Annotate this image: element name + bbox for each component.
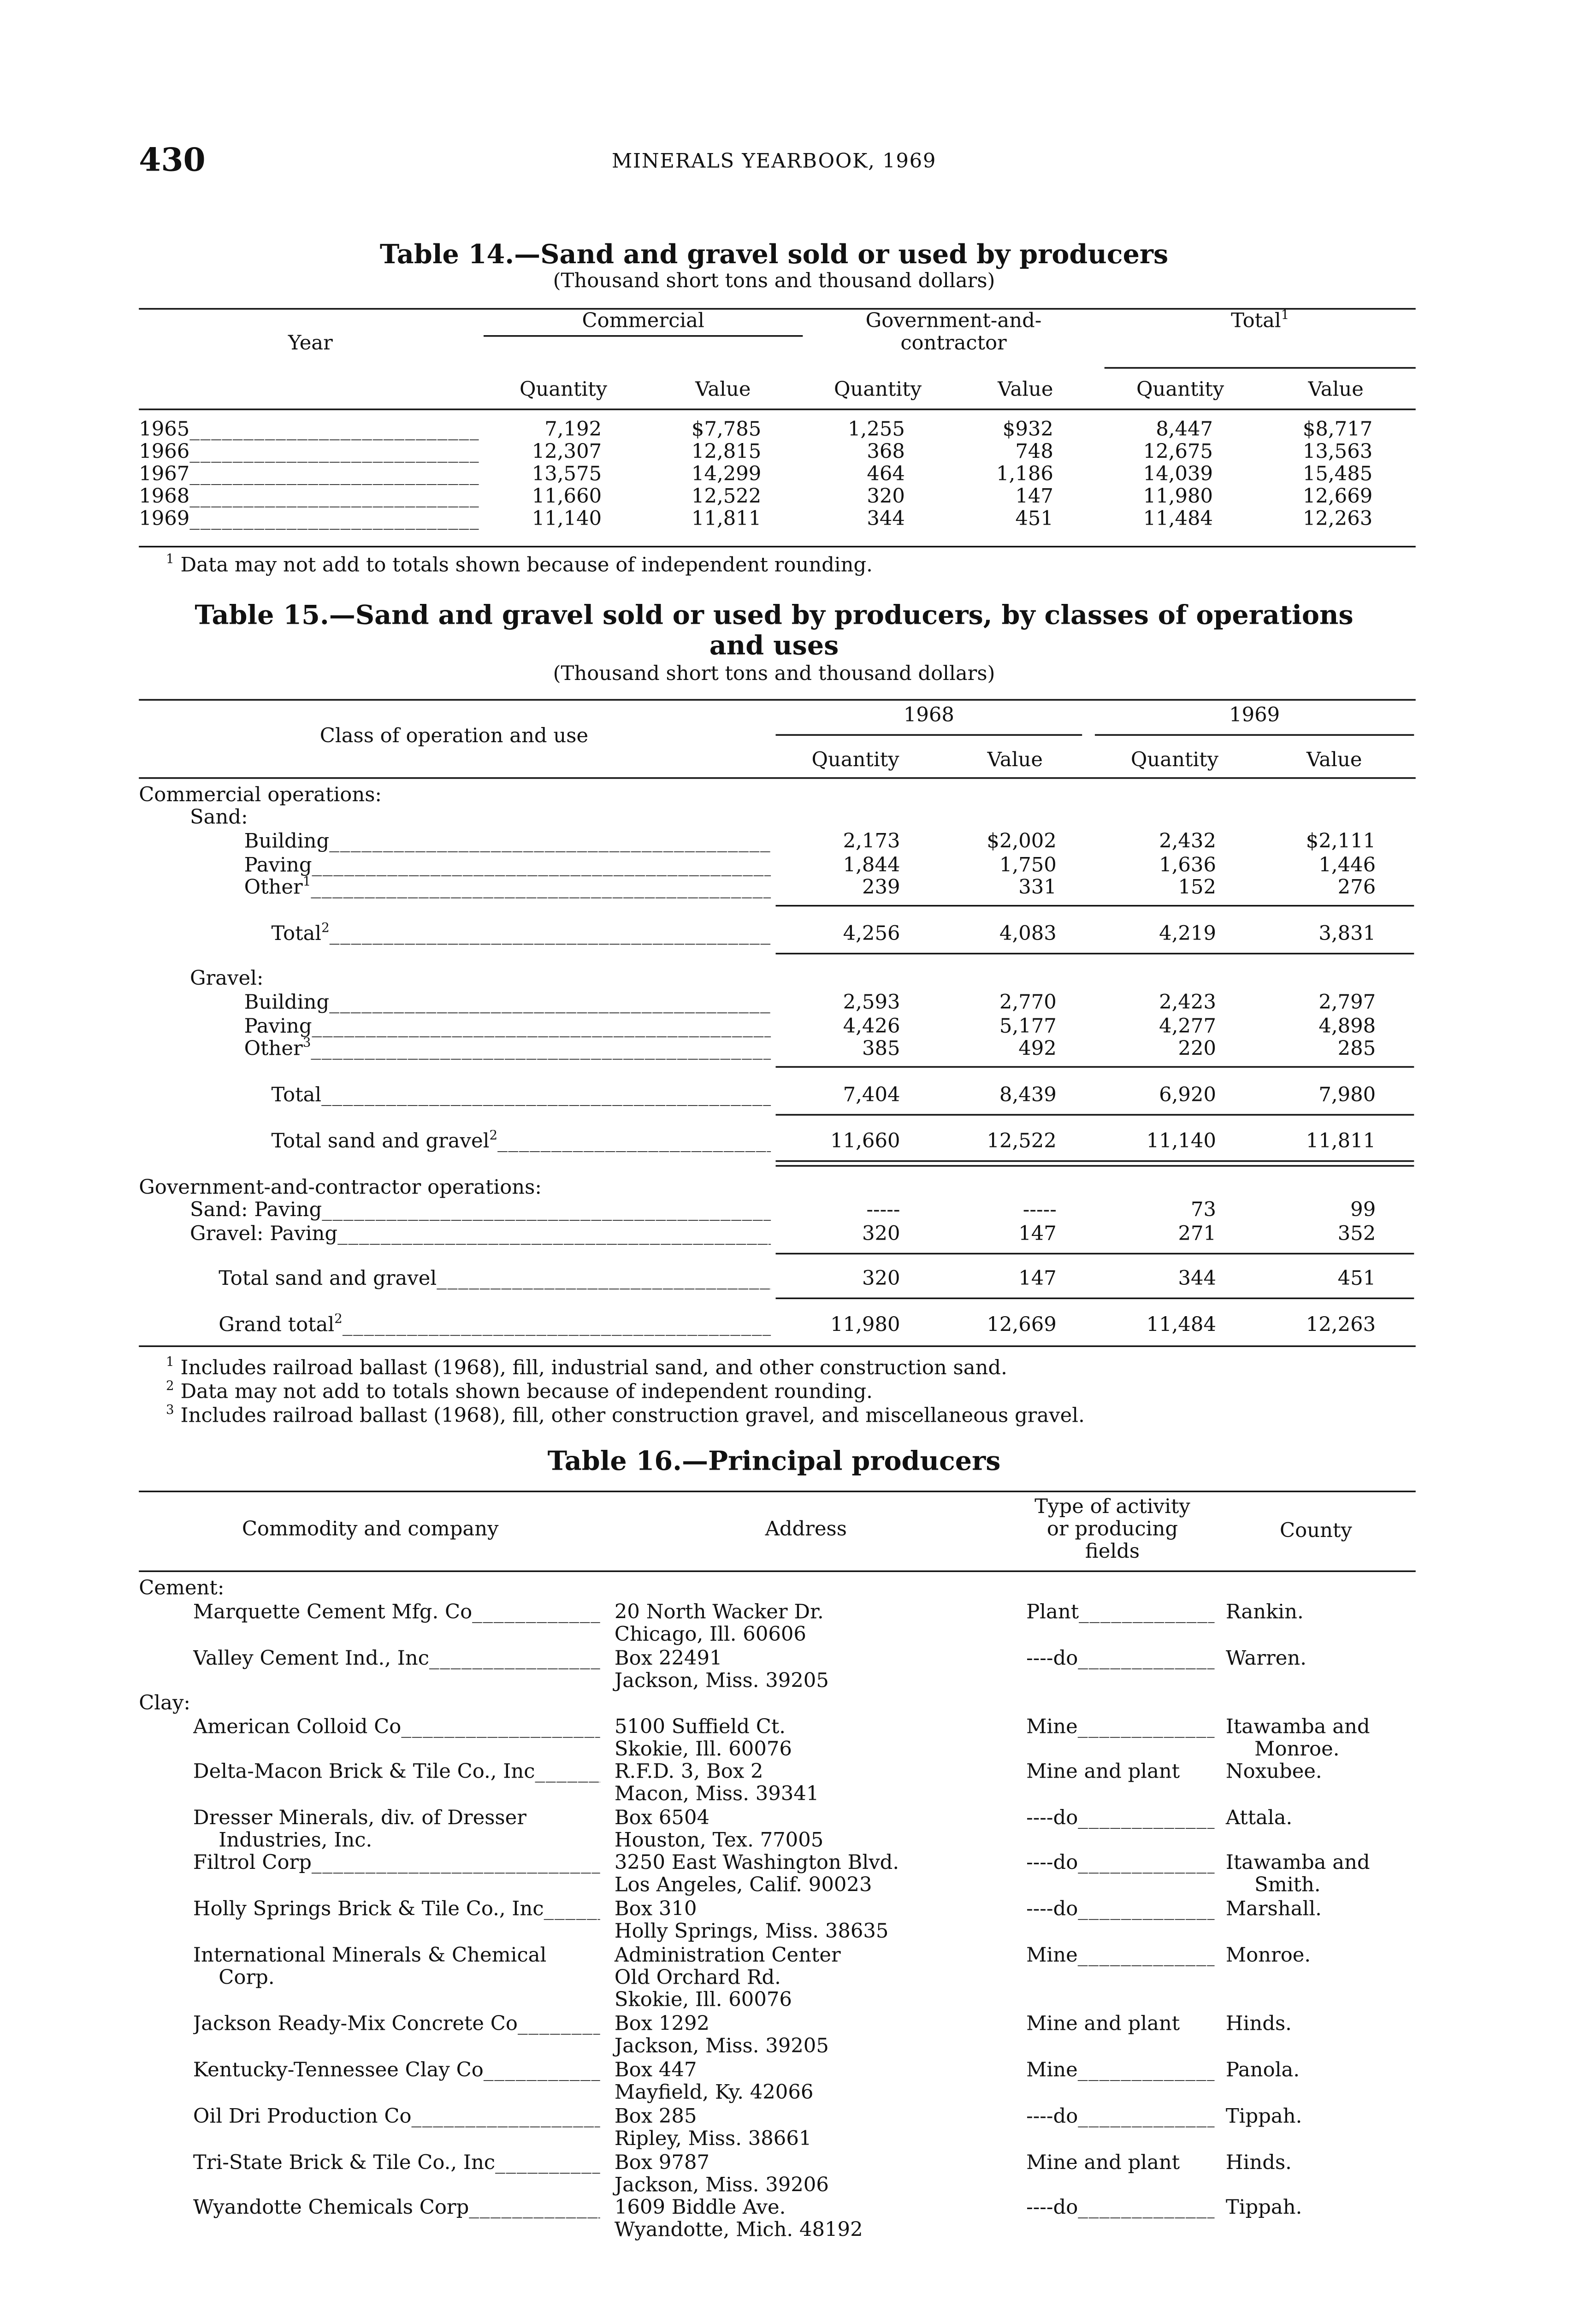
activity: ----do _____ xyxy=(1026,2196,1215,2218)
company-name: Kentucky-Tennessee Clay Co _____ xyxy=(193,2059,600,2081)
activity: Plant _____ xyxy=(1026,1601,1215,1623)
table-14-footnote: $^1$ Data may not add to totals shown because of independent rounding. xyxy=(166,552,873,576)
address-line: Box 447 xyxy=(614,2057,697,2081)
county: Smith. xyxy=(1254,1872,1321,1896)
col-county-header: County xyxy=(1280,1518,1352,1542)
table-15-footnote: $^2$ Data may not add to totals shown because of independent rounding. xyxy=(166,1378,873,1403)
address-line: Mayfield, Ky. 42066 xyxy=(614,2079,814,2104)
table-row-label: 1967 _____ xyxy=(139,463,479,485)
company-name: Filtrol Corp _____ xyxy=(193,1851,600,1874)
activity: Mine _____ xyxy=(1026,1944,1215,1966)
page: 430 MINERALS YEARBOOK, 1969 Table 14.—Sand and gravel sold or used by producers (Thousand short tons and thousand dollars) Year Commercial Government-and- contractor Total$^1$ Quantity Value Quantity Value Quantity Value 1965 _____ 7,192 $7,785 1,255 $932 8,447 $8,717 1966 _____ 12,307 12,815 368 748 12,675 13,563 1967 _____ 13,575 14,299 464 1,186 14,039 15,485 1968 _____ 11,660 12,522 320 147 11,980 12,669 1969 _____ 11,140 11,811 344 451 11,484 12,263 $^1$ Data may not add to totals shown because of independent rounding. Table 15.—Sand and gravel sold or used by producers, by classes of operations and uses (Thousand short tons and thousand dollars) Class of operation and use 1968 1969 Quantity Value Quantity Value Commercial operations: Sand: Building _____ 2,173 $2,002 2,432 $2,111 Paving _____ 1,844 1,750 1,636 1,446 Other$^1$ _____ 239 331 152 276 Total$^2$ _____ 4,256 4,083 4,219 3,831 Gravel: Building _____ 2,593 2,770 2,423 2,797 Paving _____ 4,426 5,177 4,277 4,898 Other$^3$ _____ 385 492 220 285 Total _____ 7,404 8,439 6,920 7,980 Total sand and gravel$^2$ _____ 11,660 12,522 11,140 11,811 Government-and-contractor operations: Sand: Paving _____ ----- ----- 73 99 Gravel: Paving _____ 320 147 271 352 Total sand and gravel _____ 320 147 344 451 Grand total$^2$ _____ 11,980 12,669 11,484 12,263 $^1$ Includes railroad ballast (1968), fill, industrial sand, and other construction sand. $^2$ Data may not add to totals shown because of independent rounding. $^3$ Includes railroad ballast (1968), fill, other construction gravel, and miscellaneous gravel. Table 16.—Principal producers Commodity and company Address Type of activity or producing fields County Cement: Marquette Cement Mfg. Co _____ 20 North Wacker Dr. Chicago, Ill. 60606 Plant _____ Rankin. Valley Cement Ind., Inc _____ Box 22491 Jackson, Miss. 39205 ----do _____ Warren. Clay: American Colloid Co _____ 5100 Suffield Ct. Skokie, Ill. 60076 Mine _____ Itawamba and Monroe. Delta-Macon Brick & Tile Co., Inc _____ R.F.D. 3, Box 2 Macon, Miss. 39341 Mine and plant Noxubee. Dresser Minerals, div. of Dresser Industries, Inc. Box 6504 Houston, Tex. 77005 ----do _____ Attala. Filtrol Corp _____ 3250 East Washington Blvd. Los Angeles, Calif. 90023 ----do _____ Itawamba and Smith. Holly Springs Brick & Tile Co., Inc _____ Box 310 Holly Springs, Miss. 38635 ----do _____ Marshall. International Minerals & Chemical Corp. Administration Center Old Orchard Rd. Skokie, Ill. 60076 Mine _____ Monroe. Jackson Ready-Mix Concrete Co _____ Box 1292 Jackson, Miss. 39205 Mine and plant Hinds. Kentucky-Tennessee Clay Co _____ Box 447 Mayfield, Ky. 42066 Mine _____ Panola. Oil Dri Production Co _____ Box 285 Ripley, Miss. 38661 ----do _____ Tippah. Tri-State Brick & Tile Co., Inc _____ Box 9787 Jackson, Miss. 39206 Mine and plant Hinds. Wyandotte Chemicals Corp _____ 1609 Biddle Ave. Wyandotte, Mich. 48192 ----do _____ Tippah. xyxy=(0,0,1596,2305)
address-line: Box 9787 xyxy=(614,2150,710,2174)
table-15-footnote: $^3$ Includes railroad ballast (1968), fill, other construction gravel, and miscellaneous gravel. xyxy=(166,1402,1085,1427)
address-line: Wyandotte, Mich. 48192 xyxy=(614,2216,863,2241)
activity: ----do _____ xyxy=(1026,2105,1215,2127)
county: Warren. xyxy=(1225,1645,1306,1670)
table-row-label: Paving _____ xyxy=(244,854,771,876)
company-name: Marquette Cement Mfg. Co _____ xyxy=(193,1601,600,1623)
county: Marshall. xyxy=(1225,1896,1322,1920)
address-line: 1609 Biddle Ave. xyxy=(614,2194,786,2219)
county: Hinds. xyxy=(1225,2011,1292,2035)
county: Hinds. xyxy=(1225,2150,1292,2174)
h-quantity: Quantity xyxy=(811,747,899,771)
year-1968-header: 1968 xyxy=(903,702,954,727)
h-quantity: Quantity xyxy=(834,377,922,401)
group-govt-header: Government-and- contractor xyxy=(865,308,1042,355)
company-name: Industries, Inc. xyxy=(219,1827,372,1851)
activity: Mine and plant xyxy=(1026,1759,1180,1783)
table-row-label: Sand: Paving _____ xyxy=(190,1199,771,1221)
table-row-label: Total sand and gravel$^2$ _____ xyxy=(272,1130,771,1152)
address-line: Skokie, Ill. 60076 xyxy=(614,1736,792,1761)
h-quantity: Quantity xyxy=(1130,747,1219,771)
address-line: Los Angeles, Calif. 90023 xyxy=(614,1872,872,1896)
company-name: Dresser Minerals, div. of Dresser xyxy=(193,1805,526,1829)
activity: ----do _____ xyxy=(1026,1897,1215,1920)
activity: ----do _____ xyxy=(1026,1851,1215,1874)
address-line: Chicago, Ill. 60606 xyxy=(614,1621,806,1646)
col-class-header: Class of operation and use xyxy=(319,723,589,747)
company-name: Valley Cement Ind., Inc _____ xyxy=(193,1647,600,1669)
address-line: Holly Springs, Miss. 38635 xyxy=(614,1918,889,1943)
table-14-subtitle: (Thousand short tons and thousand dollars) xyxy=(553,268,995,292)
running-head: MINERALS YEARBOOK, 1969 xyxy=(611,148,937,172)
address-line: Ripley, Miss. 38661 xyxy=(614,2126,812,2150)
activity: ----do _____ xyxy=(1026,1647,1215,1669)
county: Panola. xyxy=(1225,2057,1300,2081)
address-line: 20 North Wacker Dr. xyxy=(614,1599,824,1623)
h-value: Value xyxy=(998,377,1053,401)
h-value: Value xyxy=(987,747,1043,771)
company-name: American Colloid Co _____ xyxy=(193,1716,600,1738)
county: Attala. xyxy=(1225,1805,1293,1829)
address-line: 3250 East Washington Blvd. xyxy=(614,1850,899,1874)
table-row-label: Paving _____ xyxy=(244,1015,771,1037)
year-1969-header: 1969 xyxy=(1229,702,1280,727)
table-row-label: 1968 _____ xyxy=(139,485,479,507)
county: Tippah. xyxy=(1225,2194,1302,2219)
table-row-label: 1965 _____ xyxy=(139,418,479,440)
company-name: Oil Dri Production Co _____ xyxy=(193,2105,600,2127)
county: Rankin. xyxy=(1225,1599,1304,1623)
section-heading: Government-and-contractor operations: xyxy=(139,1175,542,1199)
activity: Mine _____ xyxy=(1026,2059,1215,2081)
table-row-label: Other$^3$ _____ xyxy=(244,1037,771,1059)
section-heading: Cement: xyxy=(139,1575,225,1599)
company-name: Tri-State Brick & Tile Co., Inc _____ xyxy=(193,2151,600,2174)
table-row-label: Building _____ xyxy=(244,830,771,852)
section-heading: Commercial operations: xyxy=(139,782,382,806)
county: Itawamba and xyxy=(1225,1850,1370,1874)
col-company-header: Commodity and company xyxy=(242,1516,499,1540)
address-line: Houston, Tex. 77005 xyxy=(614,1827,824,1851)
county: Noxubee. xyxy=(1225,1759,1322,1783)
company-name: Holly Springs Brick & Tile Co., Inc _____ xyxy=(193,1897,600,1920)
section-subheading: Gravel: xyxy=(189,965,264,990)
address-line: Administration Center xyxy=(614,1942,841,1967)
group-total-header: Total$^1$ xyxy=(1231,307,1289,332)
company-name: International Minerals & Chemical xyxy=(193,1942,547,1967)
company-name: Jackson Ready-Mix Concrete Co _____ xyxy=(193,2013,600,2035)
address-line: Jackson, Miss. 39205 xyxy=(614,2033,829,2057)
address-line: Jackson, Miss. 39205 xyxy=(614,1667,829,1692)
col-activity-header: Type of activity or producing fields xyxy=(1034,1494,1190,1563)
address-line: Box 285 xyxy=(614,2103,697,2128)
table-row-label: 1969 _____ xyxy=(139,508,479,530)
activity: ----do _____ xyxy=(1026,1807,1215,1829)
col-address-header: Address xyxy=(765,1516,847,1540)
address-line: Box 22491 xyxy=(614,1645,722,1670)
table-row-label: Total _____ xyxy=(272,1084,771,1106)
table-row-label: Gravel: Paving _____ xyxy=(190,1223,771,1245)
h-quantity: Quantity xyxy=(1136,377,1224,401)
h-quantity: Quantity xyxy=(519,377,608,401)
table-15-title-cont: and uses xyxy=(709,630,839,661)
county: Monroe. xyxy=(1225,1942,1311,1967)
table-row-label: Other$^1$ _____ xyxy=(244,876,771,898)
table-15-footnote: $^1$ Includes railroad ballast (1968), fill, industrial sand, and other construction sand. xyxy=(166,1354,1007,1379)
address-line: Skokie, Ill. 60076 xyxy=(614,1987,792,2011)
table-row-label: Grand total$^2$ _____ xyxy=(219,1313,771,1336)
table-row-label: Total$^2$ _____ xyxy=(272,922,771,945)
table-15-subtitle: (Thousand short tons and thousand dollars) xyxy=(553,661,995,685)
h-value: Value xyxy=(1308,377,1364,401)
county: Tippah. xyxy=(1225,2103,1302,2128)
address-line: R.F.D. 3, Box 2 xyxy=(614,1759,763,1783)
company-name: Corp. xyxy=(219,1964,275,1989)
address-line: Box 6504 xyxy=(614,1805,710,1829)
group-commercial-header: Commercial xyxy=(582,308,704,332)
activity: Mine _____ xyxy=(1026,1716,1215,1738)
county: Monroe. xyxy=(1254,1736,1340,1761)
h-value: Value xyxy=(695,377,751,401)
address-line: Box 1292 xyxy=(614,2011,710,2035)
table-row-label: Building _____ xyxy=(244,991,771,1013)
address-line: Old Orchard Rd. xyxy=(614,1964,781,1989)
page-number: 430 xyxy=(139,140,206,179)
address-line: Macon, Miss. 39341 xyxy=(614,1781,819,1805)
col-year-header: Year xyxy=(288,330,333,355)
table-row-label: Total sand and gravel _____ xyxy=(219,1267,771,1289)
section-heading: Clay: xyxy=(139,1690,191,1714)
activity: Mine and plant xyxy=(1026,2150,1180,2174)
h-value: Value xyxy=(1306,747,1362,771)
table-14-title: Table 14.—Sand and gravel sold or used by producers xyxy=(379,239,1169,270)
address-line: 5100 Suffield Ct. xyxy=(614,1714,786,1738)
table-15-title: Table 15.—Sand and gravel sold or used by producers, by classes of operations xyxy=(195,600,1354,631)
table-row-label: 1966 _____ xyxy=(139,441,479,463)
address-line: Jackson, Miss. 39206 xyxy=(614,2172,829,2196)
table-16-title: Table 16.—Principal producers xyxy=(547,1446,1001,1477)
county: Itawamba and xyxy=(1225,1714,1370,1738)
address-line: Box 310 xyxy=(614,1896,697,1920)
company-name: Delta-Macon Brick & Tile Co., Inc _____ xyxy=(193,1761,600,1783)
activity: Mine and plant xyxy=(1026,2011,1180,2035)
company-name: Wyandotte Chemicals Corp _____ xyxy=(193,2196,600,2218)
section-subheading: Sand: xyxy=(189,804,248,828)
